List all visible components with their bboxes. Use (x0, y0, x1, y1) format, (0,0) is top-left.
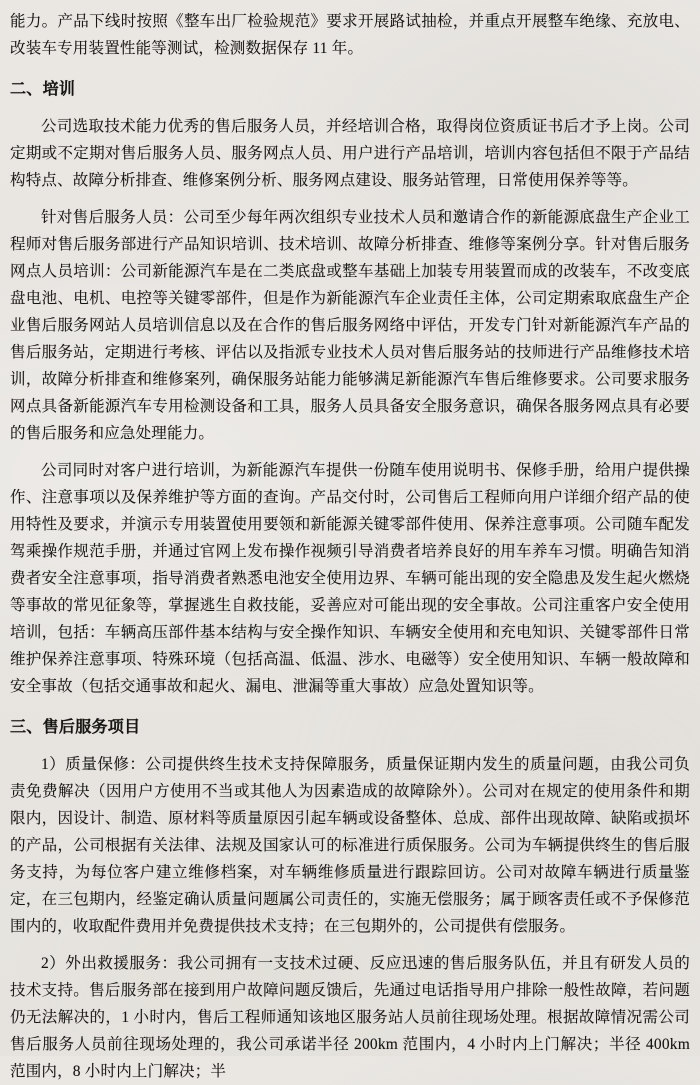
paragraph-rescue-service: 2）外出救援服务：我公司拥有一支技术过硬、反应迅速的售后服务队伍，并且有研发人员的技术支持。售后服务部在接到用户故障问题反馈后，先通过电话指导用户排除一般性故障，若问题仍无法解决的，1 小时内，售后工程师通知该地区服务站人员前往现场处理。根据故障情况需公司售后服务人员前往现场处理的，我公司承诺半径 200km 范围内，4 小时内上门解决；半径 400km 范围内，8 小时内上门解决；半 (10, 955, 690, 1080)
paragraph-training-customers: 公司同时对客户进行培训，为新能源汽车提供一份随车使用说明书、保修手册，给用户提供操作、注意事项以及保养维护等方面的查询。产品交付时，公司售后工程师向用户详细介绍产品的使用特性及要求，并演示专用装置使用要领和新能源关键零部件使用、保养注意事项。公司随车配发驾乘操作规范手册，并通过官网上发布操作视频引导消费者培养良好的用车养车习惯。明确告知消费者安全注意事项，指导消费者熟悉电池安全使用边界、车辆可能出现的安全隐患及发生起火燃烧等事故的常见征象等，掌握逃生自救技能，妥善应对可能出现的安全事故。公司注重客户安全使用培训，包括：车辆高压部件基本结构与安全操作知识、车辆安全使用和充电知识、关键零部件日常维护保养注意事项、特殊环境（包括高温、低温、涉水、电磁等）安全使用知识、车辆一般故障和安全事故（包括交通事故和起火、漏电、泄漏等重大事故）应急处置知识等。 (10, 462, 690, 695)
paragraph-quality-warranty: 1）质量保修：公司提供终生技术支持保障服务，质量保证期内发生的质量问题，由我公司负责免费解决（因用户方使用不当或其他人为因素造成的故障除外）。公司对在规定的使用条件和期限内，因设计、制造、原材料等质量原因引起车辆或设备整体、总成、部件出现故障、缺陷或损坏的产品，公司根据有关法律、法规及国家认可的标准进行质保服务。公司为车辆提供终生的售后服务支持，为每位客户建立维修档案，对车辆维修质量进行跟踪回访。公司对故障车辆进行质量鉴定，在三包期内，经鉴定确认质量问题属公司责任的，实施无偿服务；属于顾客责任或不予保修范围内的，收取配件费用并免费提供技术支持；在三包期外的，公司提供有偿服务。 (10, 756, 690, 935)
paragraph-inspection-continuation: 能力。产品下线时按照《整车出厂检验规范》要求开展路试抽检，并重点开展整车绝缘、充放电、改装车专用装置性能等测试，检测数据保存 11 年。 (10, 13, 690, 57)
paragraph-training-overview: 公司选取技术能力优秀的售后服务人员，并经培训合格，取得岗位资质证书后才予上岗。公司定期或不定期对售后服务人员、服务网点人员、用户进行产品培训，培训内容包括但不限于产品结构特点、故障分析排查、维修案例分析、服务网点建设、服务站管理，日常使用保养等等。 (10, 118, 690, 189)
section-heading-training: 二、培训 (10, 81, 76, 98)
paragraph-training-service-staff: 针对售后服务人员：公司至少每年两次组织专业技术人员和邀请合作的新能源底盘生产企业工程师对售后服务部进行产品知识培训、技术培训、故障分析排查、维修等案例分享。针对售后服务网点人员培训：公司新能源汽车是在二类底盘或整车基础上加装专用装置而成的改装车，不改变底盘电池、电机、电控等关键零部件，但是作为新能源汽车企业责任主体，公司定期索取底盘生产企业售后服务网站人员培训信息以及在合作的售后服务网络中评估，开发专门针对新能源汽车产品的售后服务站，定期进行考核、评估以及指派专业技术人员对售后服务站的技师进行产品维修技术培训，故障分析排查和维修案列，确保服务站能力能够满足新能源汽车售后维修要求。公司要求服务网点具备新能源汽车专用检测设备和工具，服务人员具备安全服务意识，确保各服务网点具有必要的售后服务和应急处理能力。 (10, 209, 690, 442)
section-heading-service-items: 三、售后服务项目 (10, 719, 141, 736)
